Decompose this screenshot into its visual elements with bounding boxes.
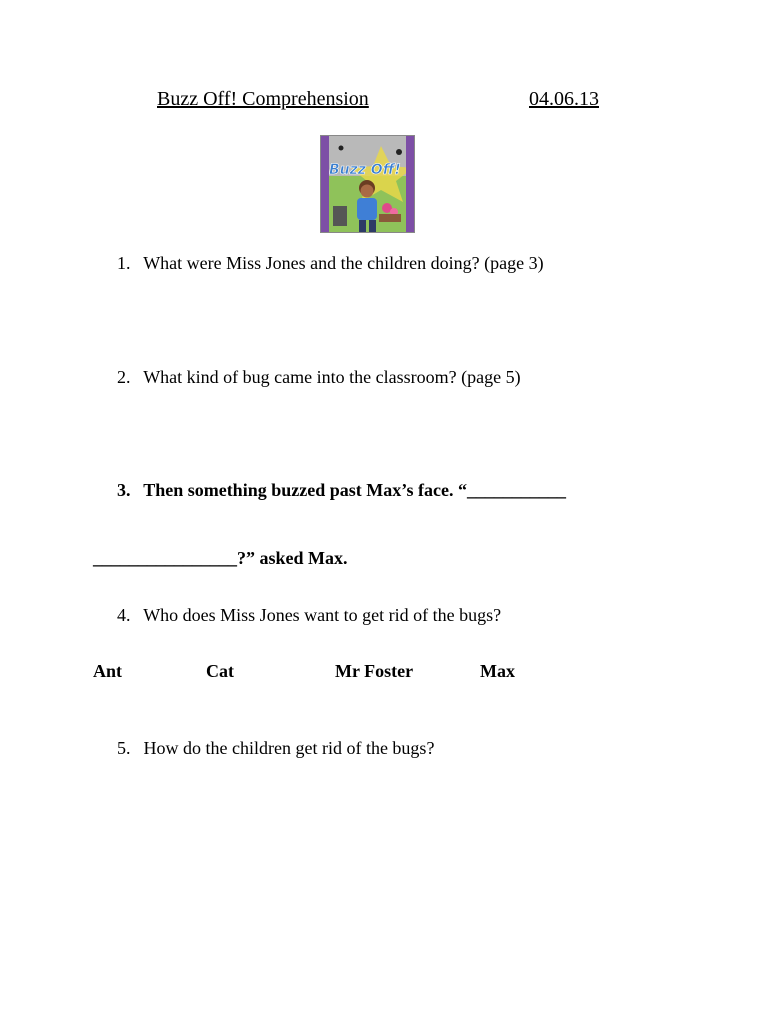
question-text: How do the children get rid of the bugs? <box>143 738 435 758</box>
question-3-continuation: ________________?” asked Max. <box>93 548 348 568</box>
question-2 <box>117 367 521 388</box>
answer-option-ant: Ant <box>93 661 123 681</box>
question-number: 2. <box>117 367 131 387</box>
question-number: 1. <box>117 253 131 273</box>
question-5 <box>117 738 434 759</box>
question-text: Who does Miss Jones want to get rid of the bugs? <box>143 605 502 625</box>
cover-title-text: Buzz Off! <box>329 162 401 178</box>
worksheet-title: Buzz Off! Comprehension <box>157 88 369 110</box>
question-text: What were Miss Jones and the children doing? (page 3) <box>143 253 544 273</box>
question-number: 3. <box>117 480 131 500</box>
question-4 <box>117 605 501 626</box>
question-3 <box>117 480 566 501</box>
question-text: What kind of bug came into the classroom? (page 5) <box>143 367 521 387</box>
question-1 <box>117 253 544 274</box>
answer-option-mr-foster: Mr Foster <box>335 661 414 681</box>
book-cover-illustration <box>321 136 414 232</box>
answer-option-cat: Cat <box>206 661 234 681</box>
worksheet-date: 04.06.13 <box>529 88 599 110</box>
answer-option-max: Max <box>480 661 515 681</box>
book-cover-image <box>320 135 415 233</box>
question-text: Then something buzzed past Max’s face. “___________ <box>143 480 567 500</box>
question-number: 5. <box>117 738 131 758</box>
question-number: 4. <box>117 605 131 625</box>
